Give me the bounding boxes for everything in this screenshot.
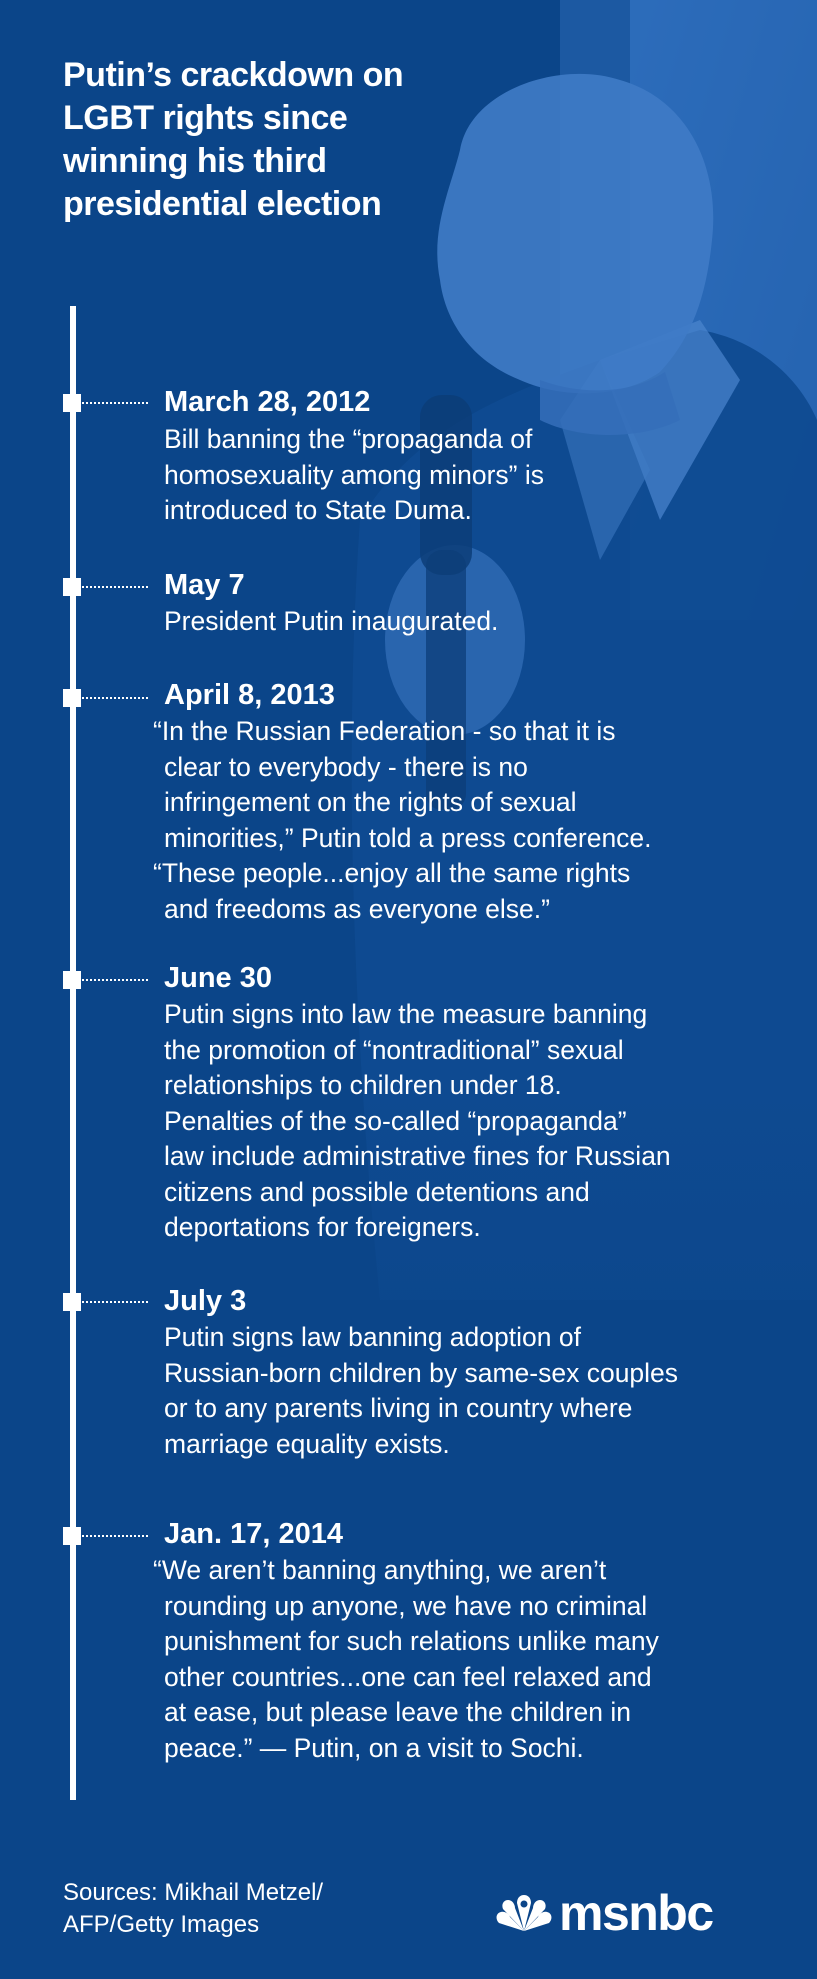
sources-credit: Sources: Mikhail Metzel/ AFP/Getty Images [63,1879,324,1938]
event-description: Putin signs law banning adoption of Russian-born children by same-sex couples or to any parents living in country where marriage equality exists. [164,1322,679,1459]
timeline-marker [63,1527,81,1545]
timeline-connector [82,1301,148,1303]
timeline-marker [63,1293,81,1311]
msnbc-logo [493,1885,713,1941]
event-date: April 8, 2013 [164,679,335,711]
timeline-marker [63,578,81,596]
timeline-connector [82,979,148,981]
event-quote: “These people...enjoy all the same rights and freedoms as everyone else.” [153,858,631,924]
event-description: Putin signs into law the measure banning the promotion of “nontraditional” sexual relationships to children under 18. Penalties of the so-called “propaganda” law include administrative fines for Russian citizens and possible detentions and deportations for foreigners. [164,999,671,1242]
timeline-marker [63,971,81,989]
timeline-connector [82,697,148,699]
event-description: President Putin inaugurated. [164,606,499,636]
event-date: June 30 [164,962,272,994]
timeline-marker [63,689,81,707]
event-quote: “We aren’t banning anything, we aren’t rounding up anyone, we have no criminal punishment for such relations unlike many other countries...one can feel relaxed and at ease, but please leave the children in peace.” — Putin, on a visit to Sochi. [153,1555,659,1763]
event-description: Bill banning the “propaganda of homosexuality among minors” is introduced to State Duma. [164,424,544,525]
msnbc-wordmark: msnbc [559,1885,713,1941]
nbc-peacock-icon [493,1893,555,1933]
page-title: Putin’s crackdown on LGBT rights since winning his third presidential election [63,56,404,223]
event-date: March 28, 2012 [164,386,371,418]
event-date: Jan. 17, 2014 [164,1518,343,1550]
timeline-connector [82,402,148,404]
event-quote: “In the Russian Federation - so that it is clear to everybody - there is no infringement on the rights of sexual minorities,” Putin told a press conference. [153,716,652,853]
timeline-line [70,306,76,1800]
event-date: May 7 [164,569,245,601]
timeline-connector [82,586,148,588]
event-date: July 3 [164,1285,247,1317]
timeline-marker [63,394,81,412]
timeline-connector [82,1535,148,1537]
